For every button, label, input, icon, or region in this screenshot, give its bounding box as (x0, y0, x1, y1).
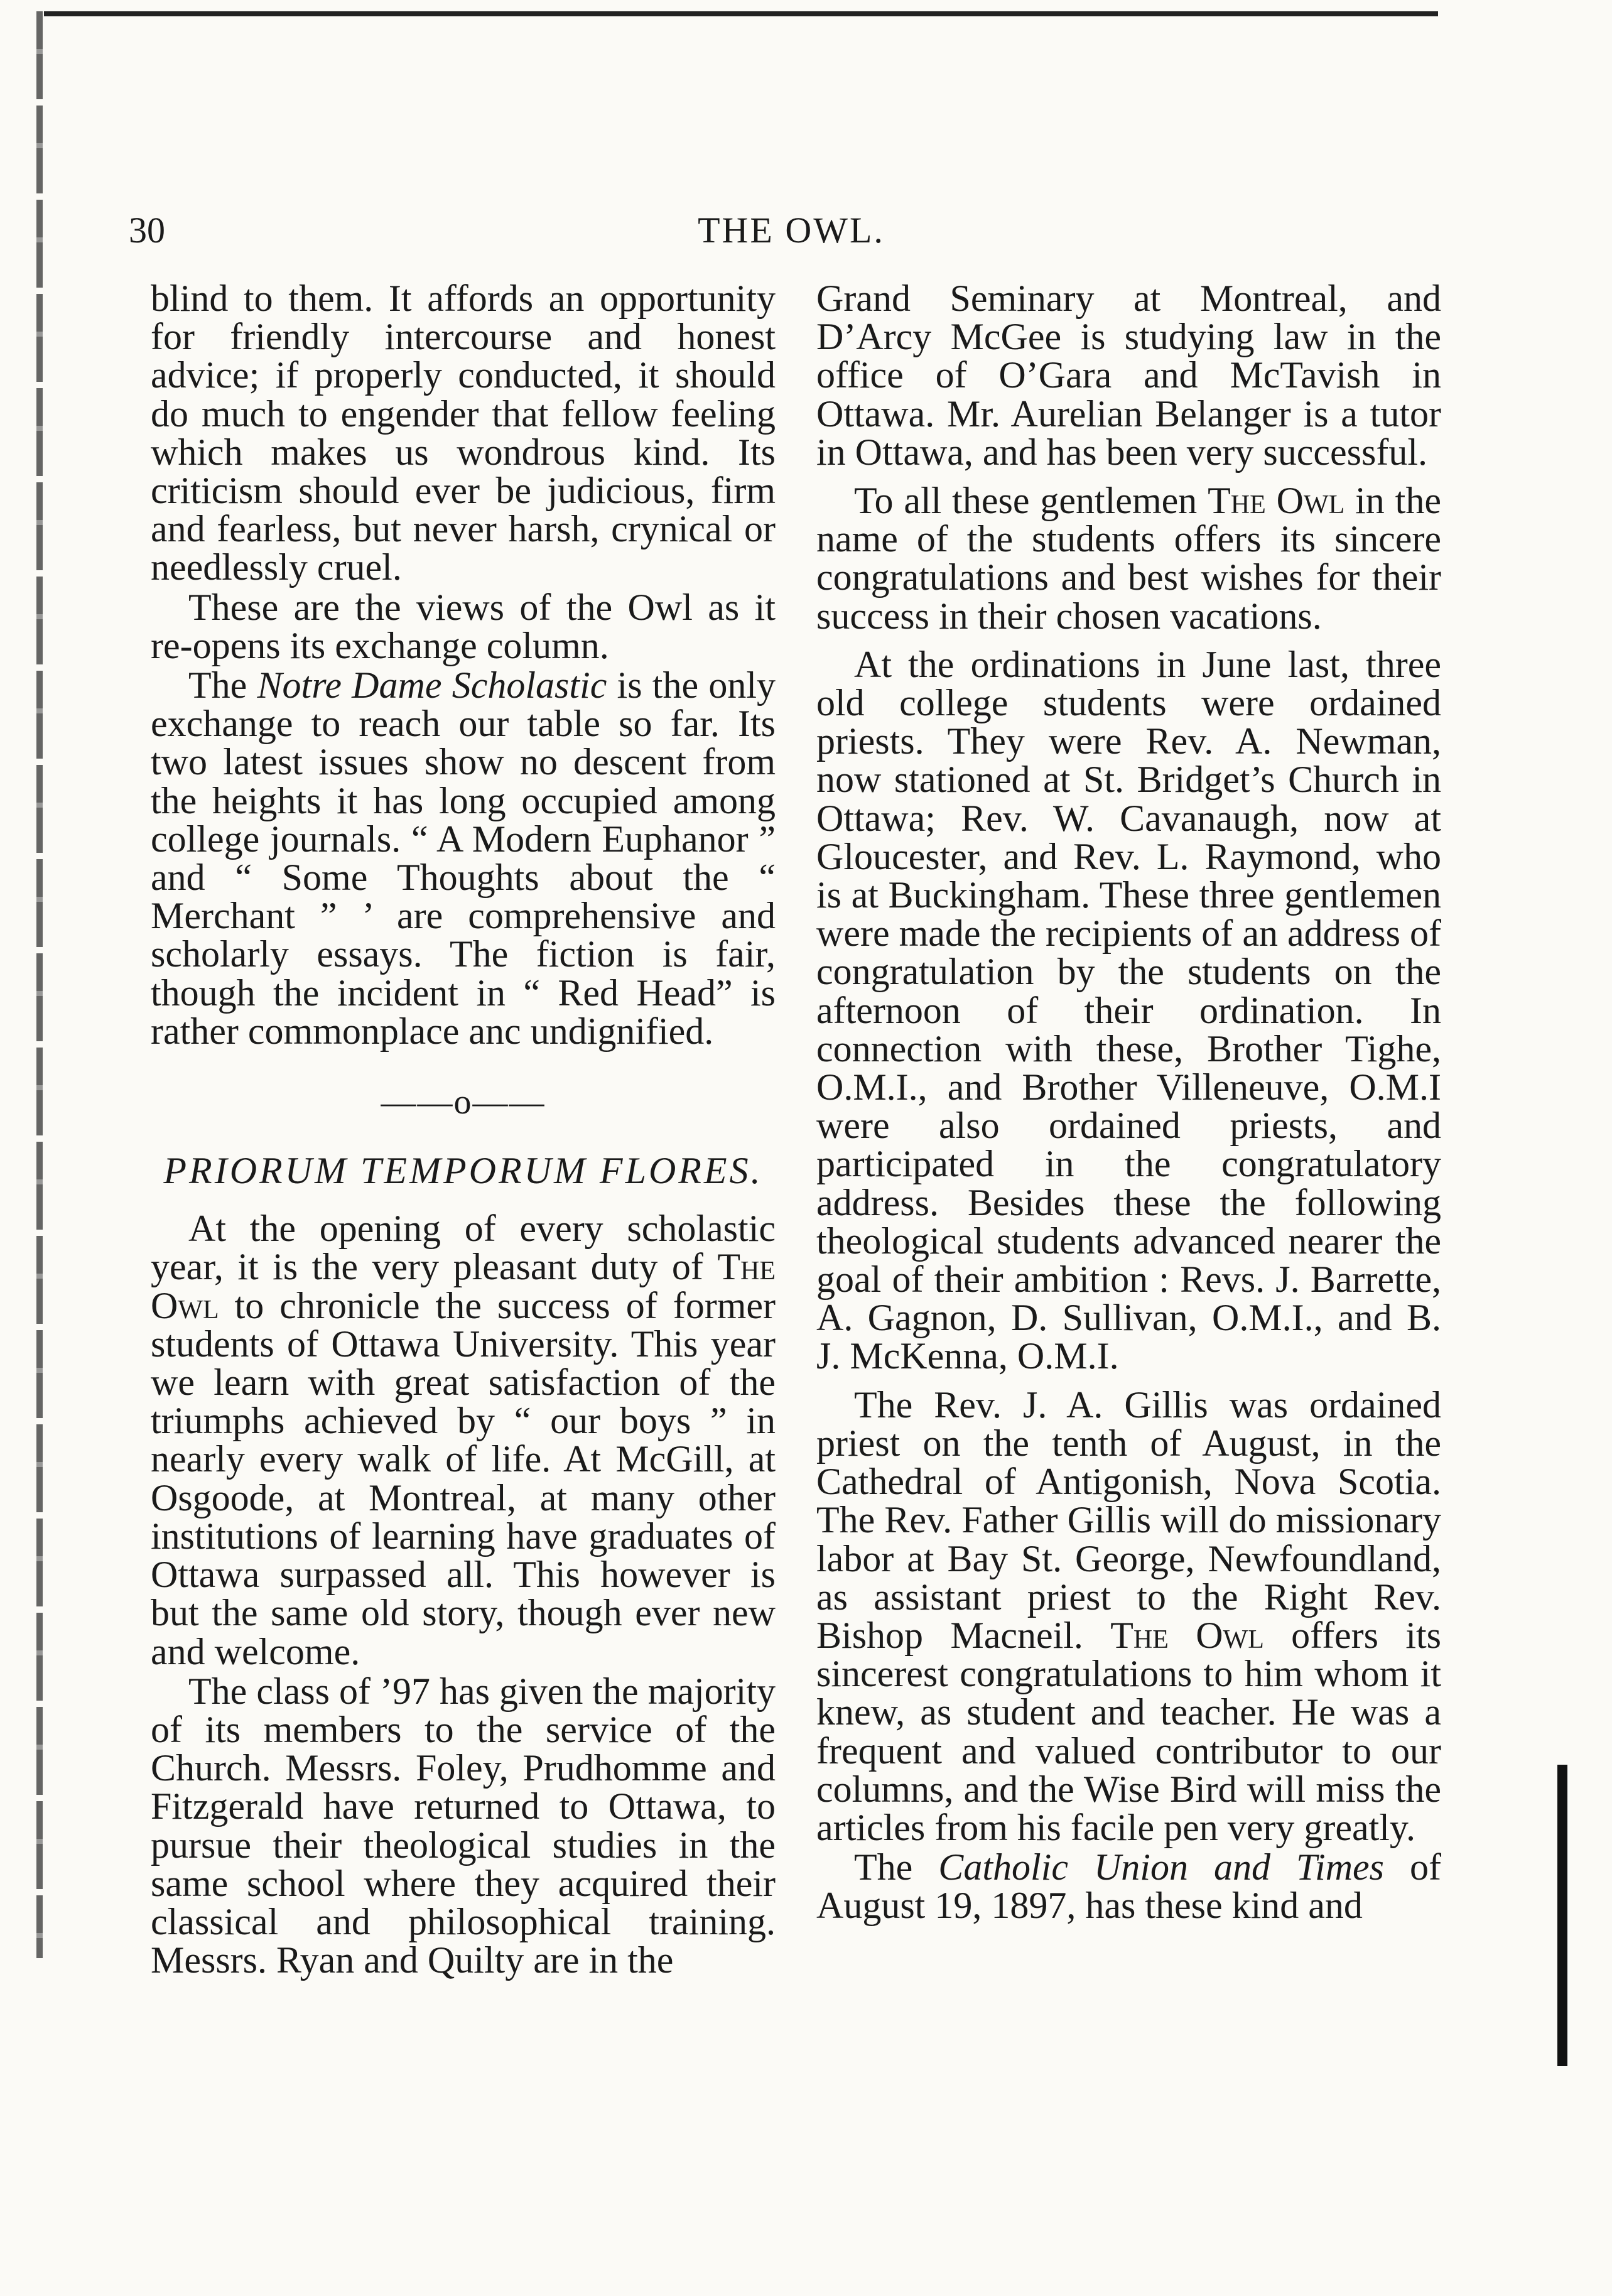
binding-edge (36, 11, 43, 1958)
publication-title: Catholic Union and Times (938, 1846, 1385, 1888)
paragraph: The Rev. J. A. Gillis was ordained priest on the tenth of August, in the Cathedral of Antigonish, Nova Scotia. The Rev. Father Gillis will do missionary labor at Bay St. George, Newfoundland, as assistant priest to the Right Rev. Bishop Macneil. The Owl offers its sincerest congratulations to him whom it knew, as student and teacher. He was a frequent and valued contributor to our columns, and the Wise Bird will miss the articles from his facile pen very greatly. (816, 1384, 1442, 1848)
paragraph: To all these gentlemen The Owl in the name of the students offers its sincere congratulations and best wishes for their success in their chosen vacations. (816, 480, 1441, 637)
paragraph: These are the views of the Owl as it re-opens its exchange column. (151, 586, 776, 666)
magazine-name: The Owl (1110, 1614, 1264, 1656)
paragraph: The class of ’97 has given the majority of its members to the service of the Church. Messrs. Foley, Prudhomme and Fitzgerald have returned to Ottawa, to pursue their theological studies in the same school where they acquired their classical and philosophical training. Messrs. Ryan and Quilty are in the (151, 1670, 776, 1981)
left-column (151, 279, 776, 1979)
paragraph: Grand Seminary at Montreal, and D’Arcy McGee is studying law in the office of O’Gara and McTavish in Ottawa. Mr. Aurelian Belanger is a tutor in Ottawa, and has been very successful. (816, 278, 1441, 473)
margin-mark (1557, 1765, 1567, 2066)
running-title: THE OWL. (698, 210, 885, 251)
paragraph: The Catholic Union and Times of August 19, 1897, has these kind and (816, 1846, 1442, 1927)
paragraph: At the ordinations in June last, three old college students were ordained priests. They were Rev. A. Newman, now stationed at St. Bridget’s Church in Ottawa; Rev. W. Cavanaugh, now at Gloucester, and Rev. L. Raymond, who is at Buckingham. These three gentlemen were made the recipients of an address of congratulation by the students on the afternoon of their ordination. In connection with these, Brother Tighe, O.M.I., and Brother Villeneuve, O.M.I were also ordained priests, and participated in the congratulatory address. Besides these the following theological students advanced nearer the goal of their ambition : Revs. J. Barrette, A. Gagnon, D. Sullivan, O.M.I., and B. J. McKenna, O.M.I. (816, 643, 1441, 1377)
top-border-rule (44, 11, 1438, 16)
page-header (129, 209, 1454, 259)
magazine-name: The Owl (1208, 480, 1345, 522)
section-separator: ——o—— (381, 1083, 546, 1122)
section-title: PRIORUM TEMPORUM FLORES. (163, 1150, 763, 1192)
publication-title: Notre Dame Scholastic (257, 664, 607, 707)
paragraph: The Notre Dame Scholastic is the only exchange to reach our table so far. Its two latest issues show no descent from the heights it has long occupied among college journals. “ A Modern Euphanor ” and “ Some Thoughts about the “ Merchant ” ’ are comprehensive and scholarly essays. The fiction is fair, though the incident in “ Red Head” is rather commonplace anc undignified. (151, 664, 776, 1052)
right-column (816, 279, 1441, 1925)
paragraph: blind to them. It affords an opportunity for friendly intercourse and honest advice; if properly conducted, it should do much to engender that fellow feeling which makes us wondrous kind. Its criticism should ever be judicious, firm and fearless, but never harsh, crynical or needlessly cruel. (151, 278, 776, 588)
magazine-name: The Owl (151, 1246, 776, 1326)
page-number: 30 (129, 210, 165, 251)
paragraph: At the opening of every scholastic year, it is the very pleasant duty of The Owl to chronicle the success of former students of Ottawa University. This year we learn with great satisfaction of the triumphs achieved by “ our boys ” in nearly every walk of life. At McGill, at Osgoode, at Montreal, at many other institutions of learning have graduates of Ottawa surpassed all. This however is but the same old story, though ever new and welcome. (151, 1208, 776, 1672)
